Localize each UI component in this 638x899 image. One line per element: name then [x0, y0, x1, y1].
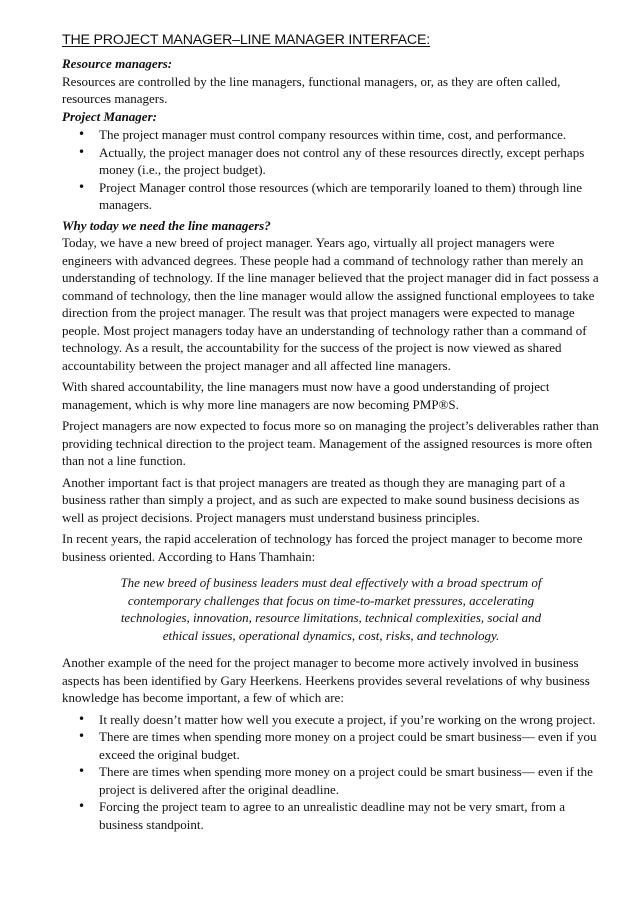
project-manager-list [62, 126, 600, 214]
list-item: • There are times when spending more money on a project could be smart business— even if the project is delivered after the original deadline. [99, 763, 600, 798]
list-item: • It really doesn’t matter how well you execute a project, if you’re working on the wrong project. [99, 711, 600, 729]
list-item: • Actually, the project manager does not control any of these resources directly, except perhaps money (i.e., the project budget). [99, 144, 600, 179]
paragraph: Project managers are now expected to focus more so on managing the project’s deliverables rather than providing technical direction to the project team. Management of the assigned resources is more often than not a line function. [62, 418, 599, 468]
list-item: • Project Manager control those resources (which are temporarily loaned to them) through line managers. [99, 179, 600, 214]
resource-managers-text: Resources are controlled by the line managers, functional managers, or, as they are often called, resources managers. [62, 73, 561, 106]
page-title: THE PROJECT MANAGER–LINE MANAGER INTERFACE: [62, 32, 430, 48]
paragraph: In recent years, the rapid acceleration of technology has forced the project manager to become more business oriented. According to Hans Thamhain: [62, 531, 583, 564]
project-manager-heading: Project Manager: [62, 108, 157, 124]
list-item: • Forcing the project team to agree to an unrealistic deadline may not be very smart, from a business standpoint. [99, 798, 600, 833]
paragraph: With shared accountability, the line managers must now have a good understanding of project management, which is why more line managers are now becoming PMP®S. [62, 379, 550, 412]
list-item: • The project manager must control company resources within time, cost, and performance. [99, 126, 600, 144]
resource-managers-heading: Resource managers: [62, 56, 173, 71]
paragraph: Today, we have a new breed of project manager. Years ago, virtually all project managers were engineers with advanced degrees. These people had a command of technology rather than merely an understanding of technology. If the line manager believed that the project manager did in fact possess a command of technology, then the line manager would allow the assigned functional employees to take direction from the project manager. The result was that project managers were expected to manage people. Most project managers today have an understanding of technology rather than a command of technology. As a result, the accountability for the success of the project is now viewed as shared accountability between the project manager and all affected line managers. [62, 235, 599, 373]
business-reasons-list [62, 711, 600, 834]
paragraph: Another example of the need for the project manager to become more actively involved in business aspects has been identified by Gary Heerkens. Heerkens provides several revelations of why business knowledge has become important, a few of which are: [62, 655, 590, 705]
block-quote: The new breed of business leaders must deal effectively with a broad spectrum of contemporary challenges that focus on time-to-market pressures, accelerating technologies, innovation, resource limitations, technical complexities, social and ethical issues, operational dynamics, cost, risks, and technology. [120, 575, 542, 643]
paragraph: Another important fact is that project managers are treated as though they are managing part of a business rather than simply a project, and as such are expected to make sound business decisions as well as project decisions. Project managers must understand business principles. [62, 474, 580, 525]
list-item: • There are times when spending more money on a project could be smart business— even if you exceed the original budget. [99, 728, 600, 763]
why-heading: Why today we need the line managers? [62, 217, 271, 233]
